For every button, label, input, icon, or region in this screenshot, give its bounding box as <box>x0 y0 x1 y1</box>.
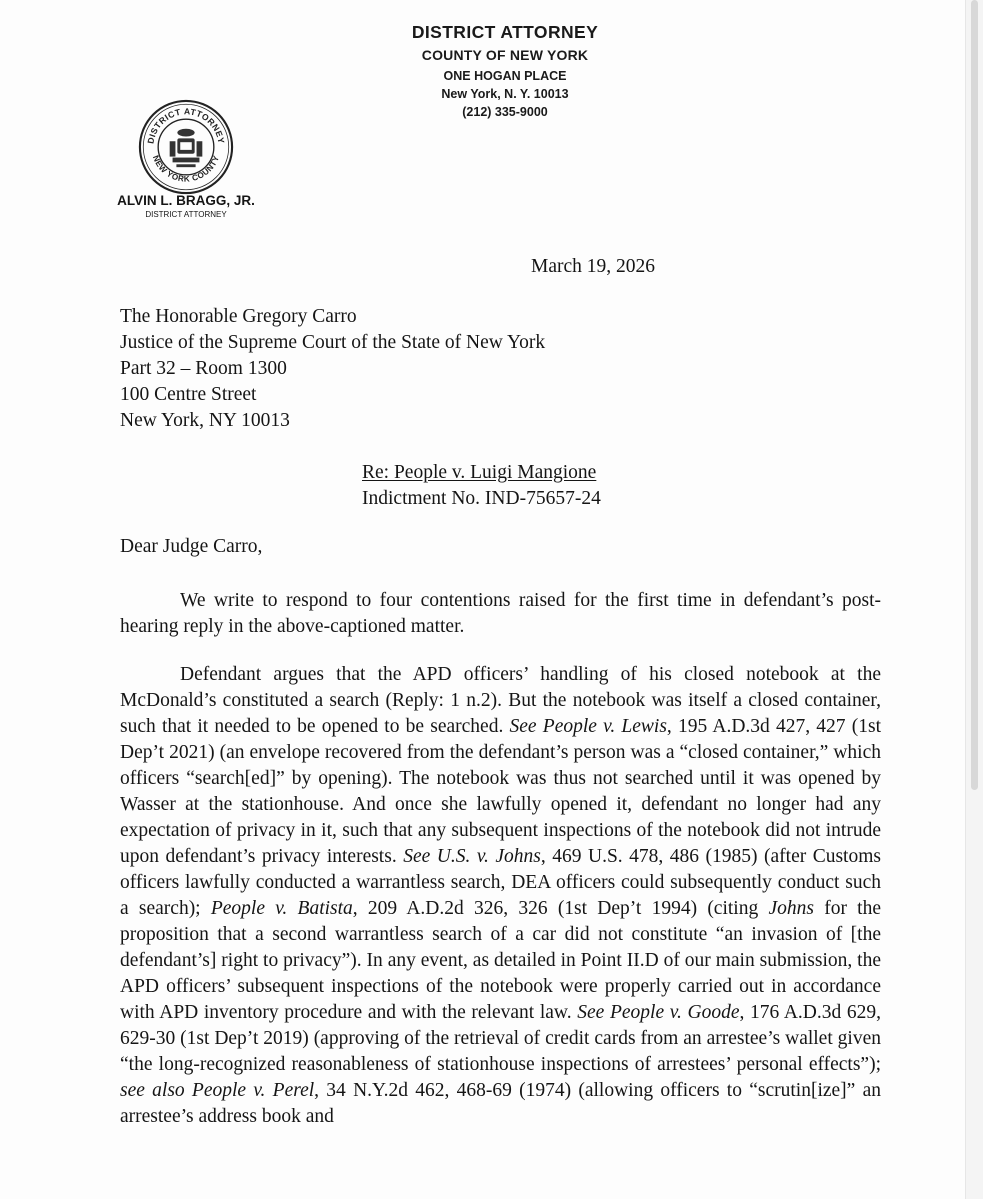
address-line: 100 Centre Street <box>120 384 257 405</box>
district-attorney-seal-icon <box>138 99 234 195</box>
letterhead-street: ONE HOGAN PLACE <box>443 69 567 83</box>
letter-date: March 19, 2026 <box>531 256 656 277</box>
paragraph-text: , 34 N.Y.2d 462, 468-69 (1974) (allowing officers to “scrutin[ize]” an arrestee’s address book and <box>120 1080 881 1127</box>
letterhead-office: DISTRICT ATTORNEY <box>411 22 599 42</box>
recipient-address <box>120 304 545 434</box>
body-paragraph-1: We write to respond to four contentions raised for the first time in defendant’s post-hearing reply in the above-captioned matter. <box>120 590 881 637</box>
case-citation: Johns <box>768 898 814 919</box>
case-citation: See People v. Goode <box>577 1002 740 1023</box>
paragraph-text: , 176 A.D.3d 629, 629-30 (1st Dep’t 2019) (approving of the retrieval of credit cards from an arrestee’s wallet given “the long-recognized reasonableness of stationhouse inspections of arrestees’ personal effects”); <box>120 1002 881 1075</box>
case-citation: People v. Batista <box>210 898 353 919</box>
indictment-number: Indictment No. IND-75657-24 <box>362 488 601 509</box>
case-citation: see also People v. Perel <box>120 1080 315 1101</box>
da-title: DISTRICT ATTORNEY <box>145 210 227 219</box>
address-line: Part 32 – Room 1300 <box>120 358 287 379</box>
paragraph-text: Defendant argues that the APD officers’ handling of his closed notebook at the McDonald’s constituted a search (Reply: 1 n.2). But the notebook was itself a closed container, such that it needed to be opened to be searched. <box>120 664 881 737</box>
paragraph-text: , 195 A.D.3d 427, 427 (1st Dep’t 2021) (an envelope recovered from the defendant’s person was a “closed container,” which officers “search[ed]” by opening). The notebook was thus not searched until it was opened by Wasser at the stationhouse. And once she lawfully opened it, defendant no longer had any expectation of privacy in it, such that any subsequent inspections of the notebook did not intrude upon defendant’s privacy interests. <box>120 716 881 867</box>
seal-text-top: DISTRICT ATTORNEY <box>145 106 227 145</box>
address-line: The Honorable Gregory Carro <box>120 306 357 327</box>
body-paragraph-2 <box>120 662 881 1130</box>
paragraph-text: for the proposition that a second warrantless search of a car did not constitute “an invasion of [the defendant’s] right to privacy”). In any event, as detailed in Point II.D of our main submission, the APD officers’ subsequent inspections of the notebook were properly carried out in accordance with APD inventory procedure and with the relevant law. <box>120 898 882 1023</box>
da-name: ALVIN L. BRAGG, JR. <box>117 193 255 208</box>
salutation: Dear Judge Carro, <box>120 536 263 557</box>
scrollbar-thumb[interactable] <box>971 0 978 790</box>
re-line: Re: People v. Luigi Mangione <box>362 462 597 483</box>
letterhead-city: New York, N. Y. 10013 <box>441 87 569 101</box>
paragraph-text: , 469 U.S. 478, 486 (1985) (after Customs officers lawfully conducted a warrantless search, DEA officers could subsequently conduct such a search); <box>120 846 881 919</box>
case-citation: See People v. Lewis <box>509 716 667 737</box>
address-line: Justice of the Supreme Court of the State of New York <box>120 332 546 353</box>
letterhead-county: COUNTY OF NEW YORK <box>421 47 589 63</box>
seal-text-bottom: NEW YORK COUNTY <box>150 154 222 184</box>
case-citation: See U.S. v. Johns <box>403 846 541 867</box>
vertical-scrollbar[interactable] <box>965 0 983 1199</box>
paragraph-text: , 209 A.D.2d 326, 326 (1st Dep’t 1994) (citing <box>352 898 769 919</box>
address-line: New York, NY 10013 <box>120 410 290 431</box>
letterhead-phone: (212) 335-9000 <box>462 105 548 119</box>
re-block <box>362 460 601 512</box>
